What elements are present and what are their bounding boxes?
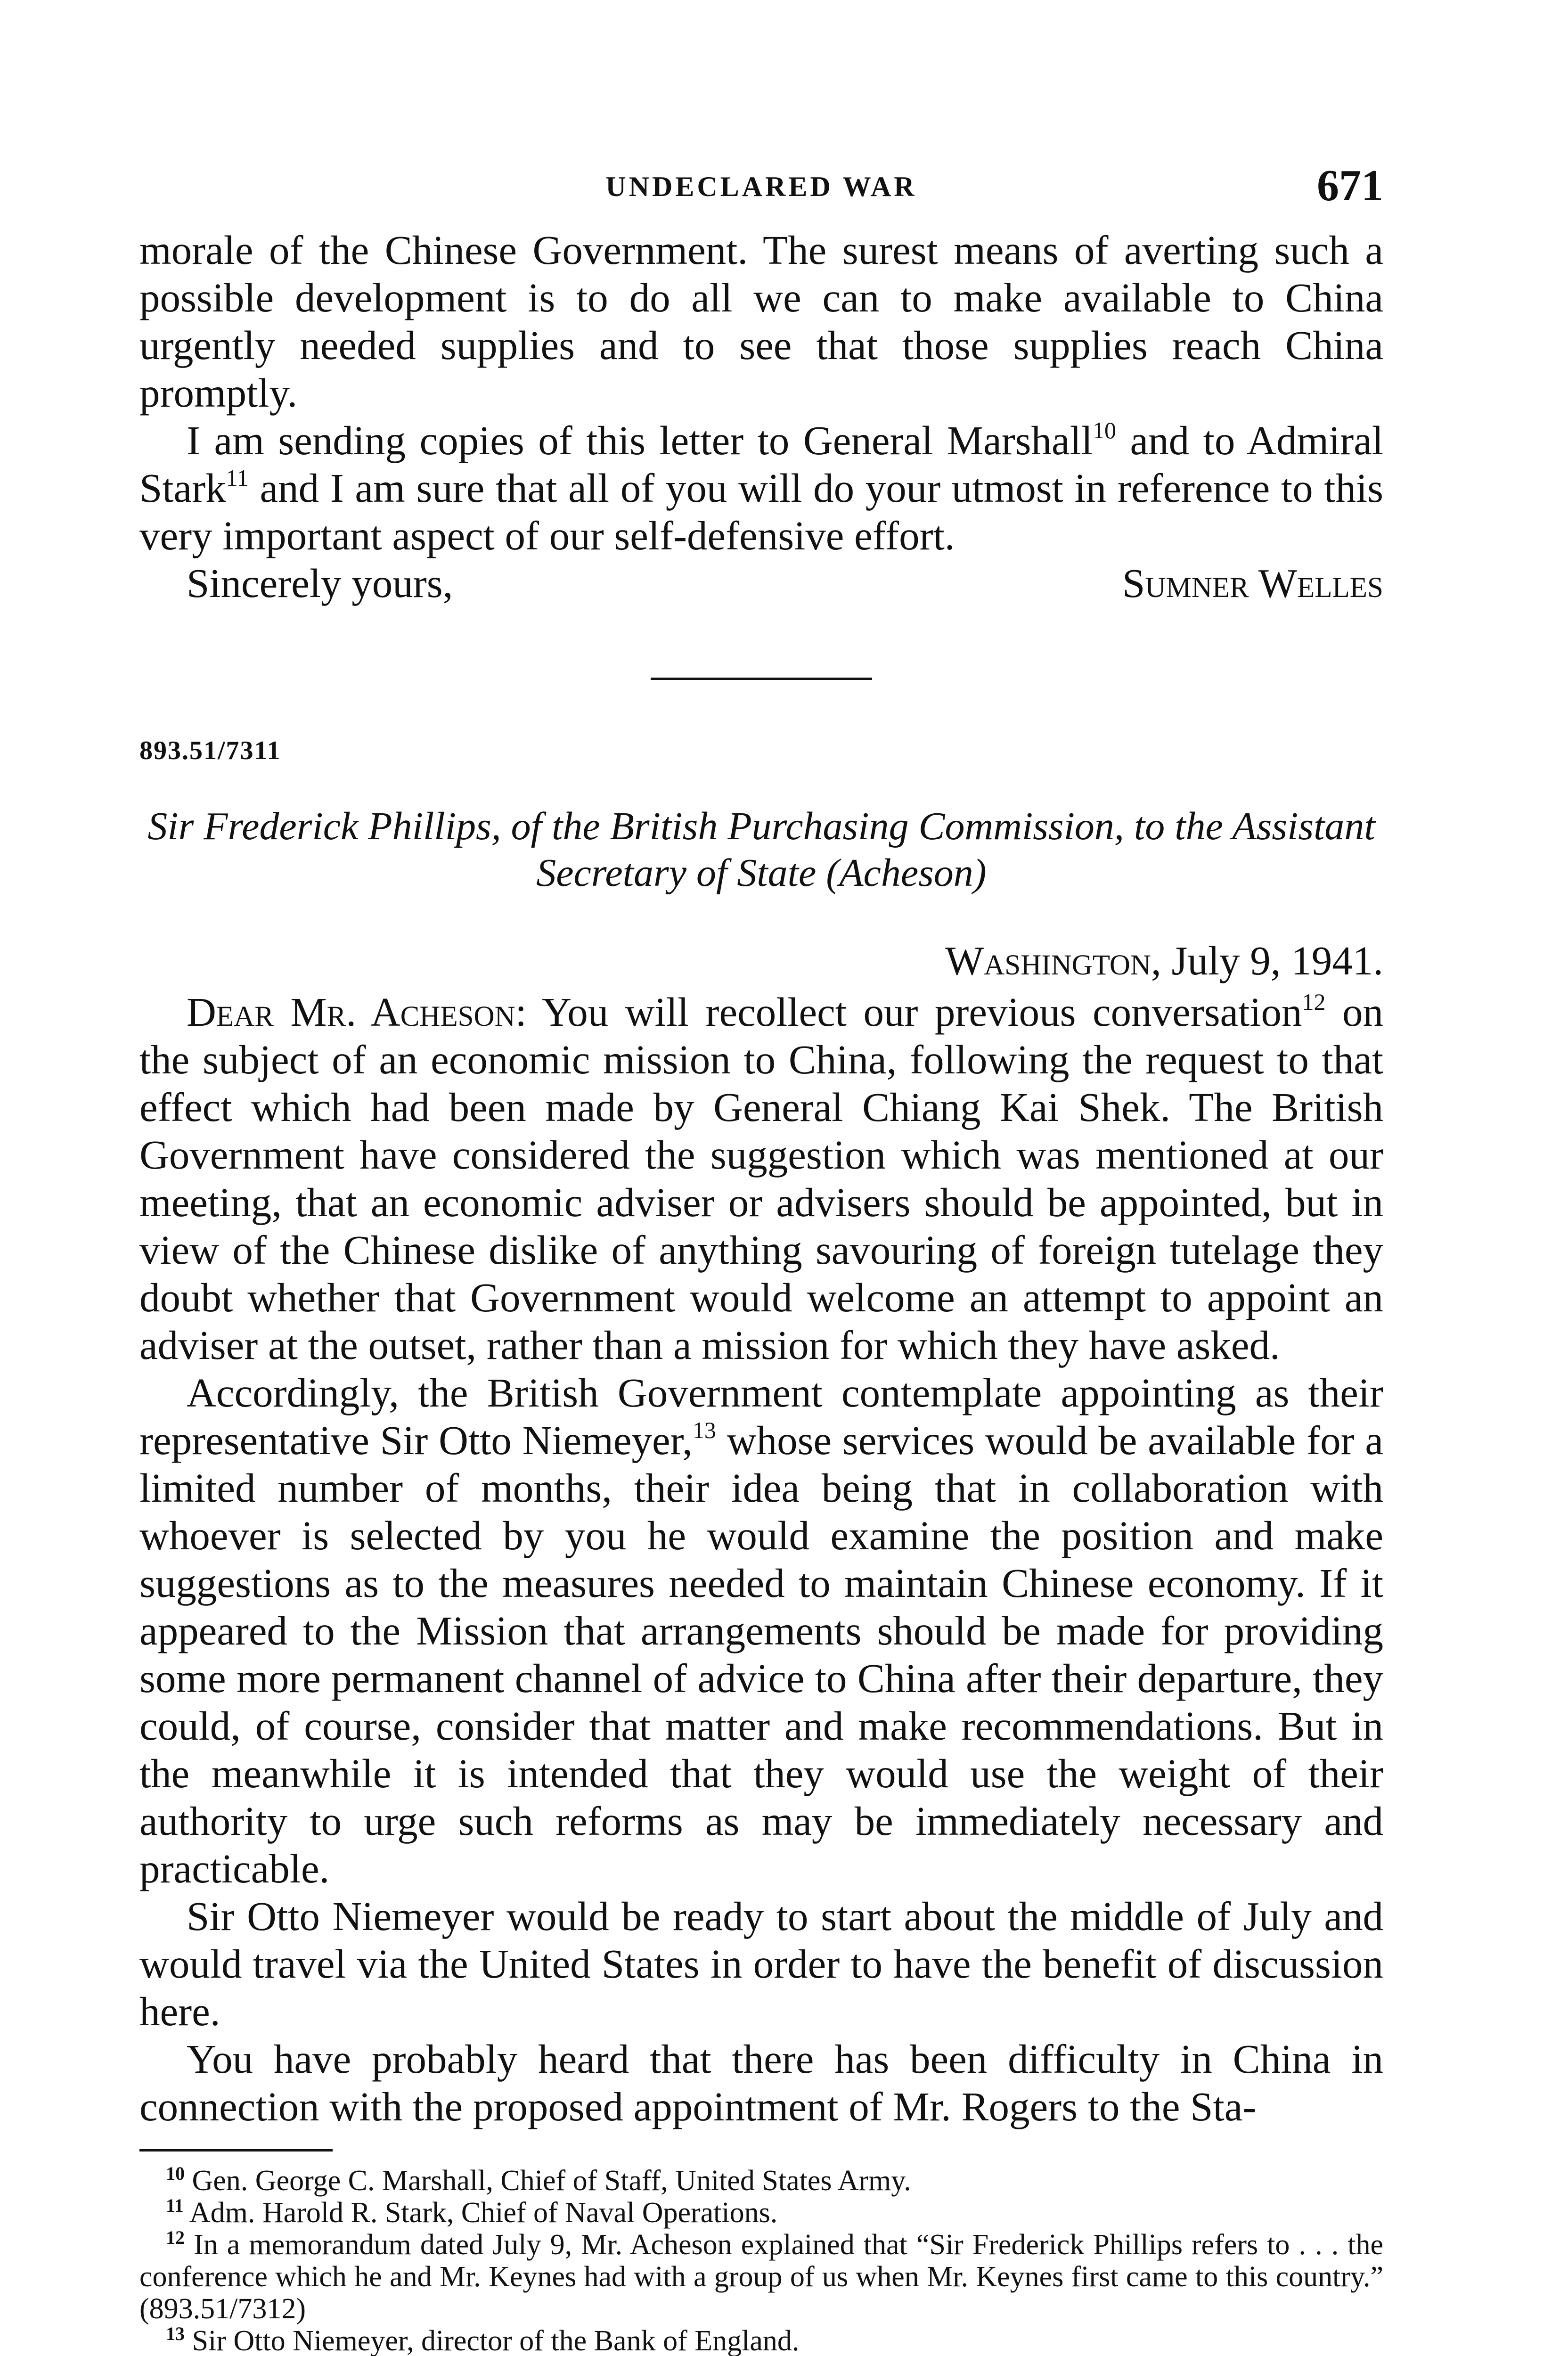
footnote-text: Gen. George C. Marshall, Chief of Staff, United States Army.	[192, 2165, 911, 2197]
footnote-ref-11[interactable]: 11	[226, 465, 249, 491]
section-divider	[651, 678, 872, 680]
complimentary-close: Sincerely yours,	[187, 560, 453, 606]
footnote-text: In a memorandum dated July 9, Mr. Acheson explained that “Sir Frederick Phillips refers to . . . the conference which he and Mr. Keynes had with a group of us when Mr. Keynes first came to this country.” (893.51/7312)	[139, 2229, 1383, 2325]
letter2-paragraph-1	[139, 988, 1383, 1369]
footnote-number: 13	[166, 2323, 185, 2344]
footnote-number: 12	[166, 2227, 185, 2248]
footnote-ref-12[interactable]: 12	[1302, 989, 1326, 1015]
letter2-text: whose services would be available for a limited number of months, their idea being that in collaboration with whoever is selected by you he would examine the position and make suggestions as to the measures needed to maintain Chinese economy. If it appeared to the Mission that arrangements should be made for providing some more permanent channel of advice to China after their departure, they could, of course, consider that matter and make recommendations. But in the meanwhile it is intended that they would use the weight of their authority to urge such reforms as may be immediately necessary and practicable.	[139, 1417, 1384, 1891]
letter1-continued-paragraph: morale of the Chinese Government. The surest means of averting such a possible development is to do all we can to make available to China urgently needed supplies and to see that those supplies reach China promptly.	[139, 227, 1383, 416]
closing-block	[139, 559, 1383, 607]
letter2-paragraph-3: Sir Otto Niemeyer would be ready to start about the middle of July and would travel via the United States in order to have the benefit of discussion here.	[139, 1893, 1383, 2034]
footnote-text: Sir Otto Niemeyer, director of the Bank of England.	[192, 2325, 800, 2356]
letter1-copies-paragraph	[139, 417, 1383, 559]
letter1-text: and to Admiral Stark	[139, 417, 1384, 511]
body-text	[139, 226, 1383, 2130]
letter1-text: I am sending copies of this letter to General Marshall	[187, 417, 1093, 463]
file-number: 893.51/7311	[139, 736, 281, 765]
footnote-number: 10	[166, 2163, 185, 2184]
footnote-10	[139, 2165, 1383, 2197]
running-head	[139, 160, 1383, 226]
salutation: Dear Mr. Acheson	[187, 989, 515, 1035]
footnote-13	[139, 2325, 1383, 2356]
footnote-ref-13[interactable]: 13	[692, 1417, 716, 1443]
dateline-place: Washington	[945, 938, 1151, 983]
footnote-divider	[139, 2149, 333, 2151]
document-heading: Sir Frederick Phillips, of the British Purchasing Commission, to the Assistant Secretary of State (Acheson)	[147, 804, 1375, 895]
page-number: 671	[1317, 161, 1383, 210]
running-title: UNDECLARED WAR	[605, 171, 917, 202]
footnote-text: Adm. Harold R. Stark, Chief of Naval Operations.	[189, 2197, 778, 2229]
dateline	[139, 937, 1383, 984]
footnotes	[139, 2165, 1383, 2356]
footnote-11	[139, 2197, 1383, 2229]
letter1-text: and I am sure that all of you will do your utmost in reference to this very important aspect of our self-defensive effort.	[139, 465, 1383, 558]
letter2-paragraph-2	[139, 1369, 1383, 1892]
letter2-paragraph-4: You have probably heard that there has been difficulty in China in connection with the proposed appointment of Mr. Rogers to the Sta-	[139, 2036, 1383, 2129]
letter2-text: : You will recollect our previous conversation	[515, 989, 1302, 1035]
footnote-number: 11	[166, 2195, 184, 2216]
page	[139, 160, 1383, 2356]
letter2-text: Accordingly, the British Government contemplate appointing as their representative Sir Otto Niemeyer,	[139, 1370, 1383, 1463]
signature: Sumner Welles	[1122, 560, 1383, 606]
footnote-12	[139, 2229, 1383, 2325]
letter2-text: on the subject of an economic mission to China, following the request to that effect which had been made by General Chiang Kai Shek. The British Government have considered the suggestion which was mentioned at our meeting, that an economic adviser or advisers should be appointed, but in view of the Chinese dislike of anything savouring of foreign tutelage they doubt whether that Government would welcome an attempt to appoint an adviser at the outset, rather than a mission for which they have asked.	[139, 989, 1383, 1368]
footnote-ref-10[interactable]: 10	[1093, 417, 1117, 443]
dateline-date: , July 9, 1941.	[1151, 938, 1383, 983]
